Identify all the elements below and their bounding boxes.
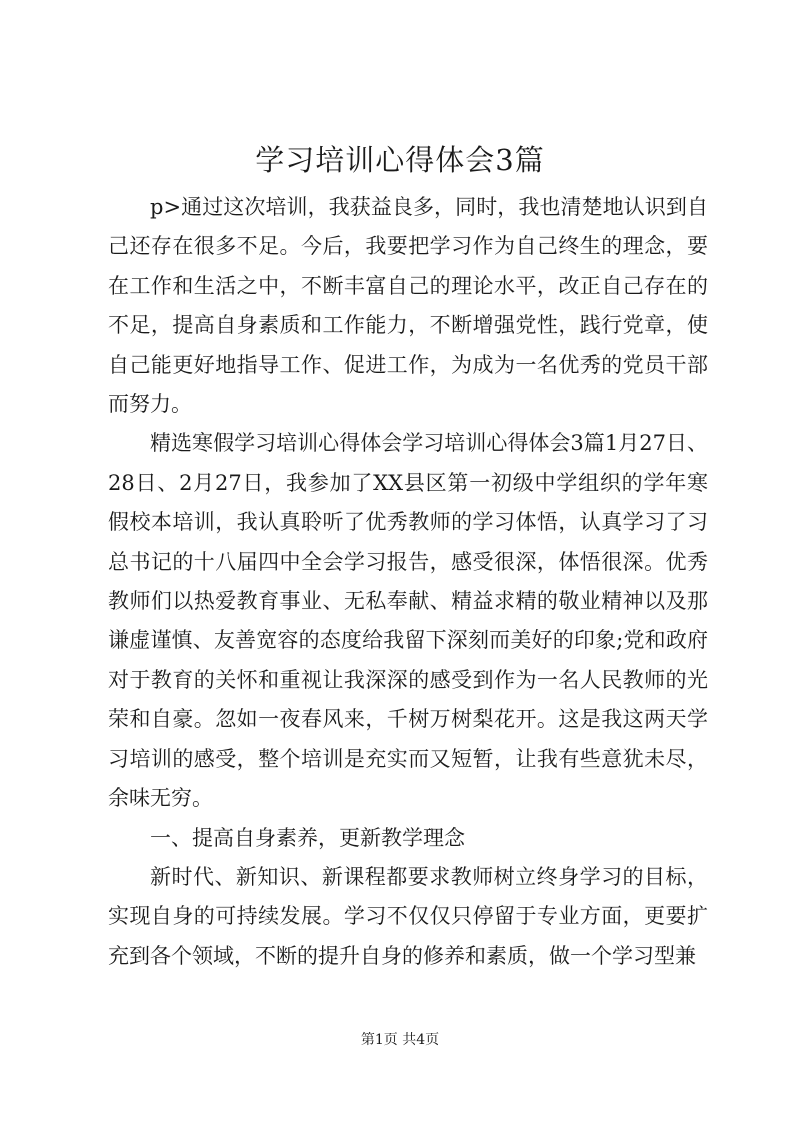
document-title: 学习培训心得体会3篇: [255, 143, 545, 177]
section-heading: 一、提高自身素养，更新教学理念: [150, 825, 465, 850]
page-number-footer: 第1页 共4页: [360, 1032, 440, 1048]
document-body: [108, 188, 708, 976]
paragraph: 新时代、新知识、新课程都要求教师树立终身学习的目标，实现自身的可持续发展。学习不仅仅只停留于专业方面，更要扩充到各个领域，不断的提升自身的修养和素质，做一个学习型兼: [108, 864, 708, 968]
paragraph: p>通过这次培训，我获益良多，同时，我也清楚地认识到自己还存在很多不足。今后，我要把学习作为自己终生的理念，要在工作和生活之中，不断丰富自己的理论水平，改正自己存在的不足，提高自身素质和工作能力，不断增强党性，践行党章，使自己能更好地指导工作、促进工作，为成为一名优秀的党员干部而努力。: [108, 195, 708, 417]
paragraph: 精选寒假学习培训心得体会学习培训心得体会3篇1月27日、28日、2月27日，我参加了XX县区第一初级中学组织的学年寒假校本培训，我认真聆听了优秀教师的学习体悟，认真学习了习总书记的十八届四中全会学习报告，感受很深，体悟很深。优秀教师们以热爱教育事业、无私奉献、精益求精的敬业精神以及那谦虚谨慎、友善宽容的态度给我留下深刻而美好的印象;党和政府对于教育的关怀和重视让我深深的感受到作为一名人民教师的光荣和自豪。忽如一夜春风来，千树万树梨花开。这是我这两天学习培训的感受，整个培训是充实而又短暂，让我有些意犹未尽，余味无穷。: [108, 431, 708, 811]
